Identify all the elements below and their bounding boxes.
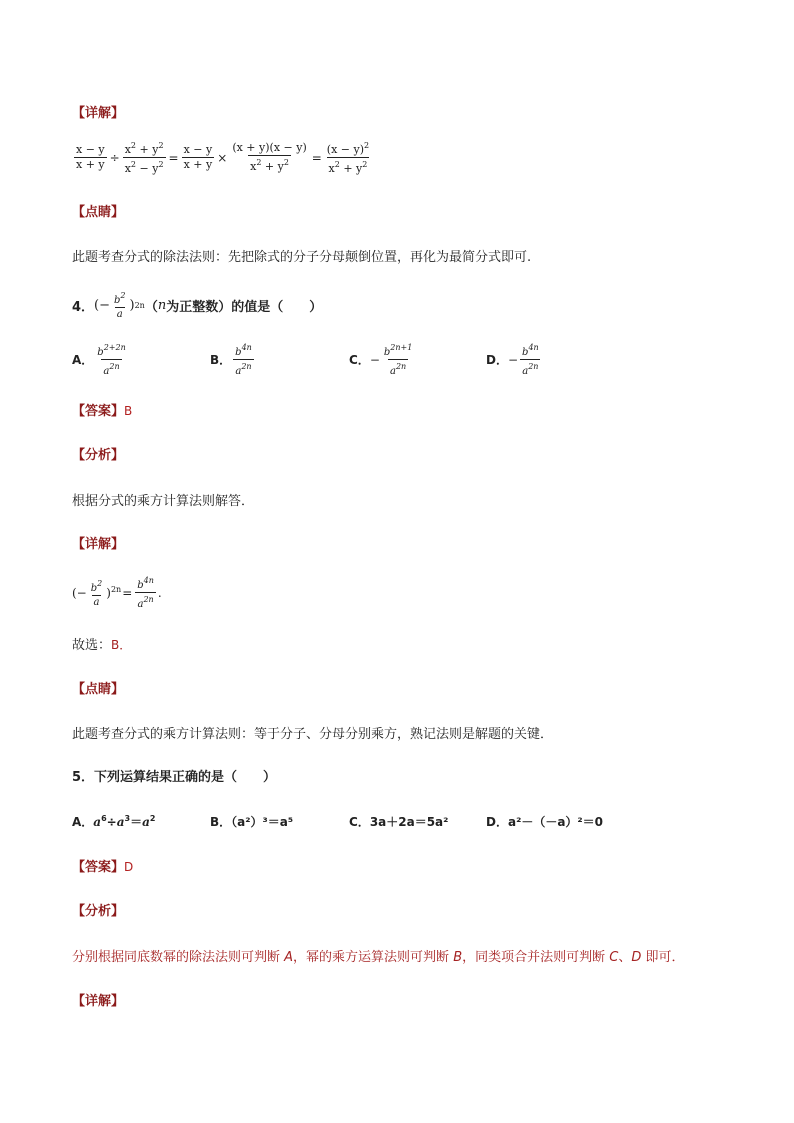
point-tag-4: 【点睛】	[72, 682, 125, 697]
detail-tag-1: 【详解】	[72, 106, 125, 121]
condition-var: n	[157, 297, 167, 313]
question-number: 4．	[72, 299, 95, 315]
detail-tag-4: 【详解】	[72, 537, 125, 552]
analysis-tag-4: 【分析】	[72, 448, 125, 463]
analysis-tag-5: 【分析】	[72, 904, 125, 919]
q5-option-d: D．a²－（－a）²＝0	[486, 815, 604, 829]
point-tag-1: 【点睛】	[72, 205, 125, 220]
point-text-1: 此题考查分式的除法法则：先把除式的分子分母颠倒位置，再化为最简分式即可.	[72, 250, 532, 265]
division-equation: $\frac{x - y}{x + y}$ ÷ $\frac{x^2 + y^2}{x^2 - y^2}$ = $\frac{x - y}{x + y}$ × $\frac{(x + y)(x - y)}{x^2 + y^2}$ = $\frac{(x - y)^2}{x^2 + y^2}$	[76, 141, 370, 175]
answer-4: 【答案】B	[72, 404, 133, 419]
question-stem: 下列运算结果正确的是（ ）	[94, 770, 277, 785]
question-suffix: 的值是（ ）	[231, 299, 323, 315]
q5-option-a: A．$a^6\div a^3=a^2$	[72, 814, 156, 829]
point-text-4: 此题考查分式的乘方计算法则：等于分子、分母分别乘方，熟记法则是解题的关键．	[72, 727, 554, 742]
option-a: A． $\frac{b^{2+2n}}{a^{2n}}$	[72, 343, 126, 377]
question-number: 5．	[72, 770, 95, 785]
question-4: 4． (− $\frac{b^2}{a}$ ) 2n （ n 为正整数） 的值是（ ）	[72, 291, 323, 320]
choose-4: 故选：B．	[72, 638, 132, 653]
question-5	[72, 766, 276, 785]
detail-tag-5: 【详解】	[72, 994, 125, 1009]
answer-5: 【答案】D	[72, 860, 134, 875]
q5-option-b: B．（a²）³＝a⁵	[210, 815, 294, 829]
option-b: B． $\frac{b^{4n}}{a^{2n}}$	[210, 343, 252, 377]
option-c: C． − $\frac{b^{2n+1}}{a^{2n}}$	[349, 343, 413, 377]
option-d: D． − $\frac{b^{4n}}{a^{2n}}$	[486, 343, 539, 377]
condition-text: 为正整数）	[166, 299, 232, 315]
analysis-text-5: 分别根据同底数幂的除法法则可判断 A，幂的乘方运算法则可判断 B，同类项合并法则可判断 C、D 即可．	[72, 950, 685, 965]
condition-open: （	[144, 299, 158, 315]
power-equation: (− $\frac{b^2}{a}$ )$^{2n}$ = $\frac{b^{4n}}{a^{2n}}$ .	[72, 576, 162, 610]
q5-option-c: C．3a＋2a＝5a²	[349, 815, 449, 829]
analysis-text-4: 根据分式的乘方计算法则解答．	[72, 494, 255, 509]
